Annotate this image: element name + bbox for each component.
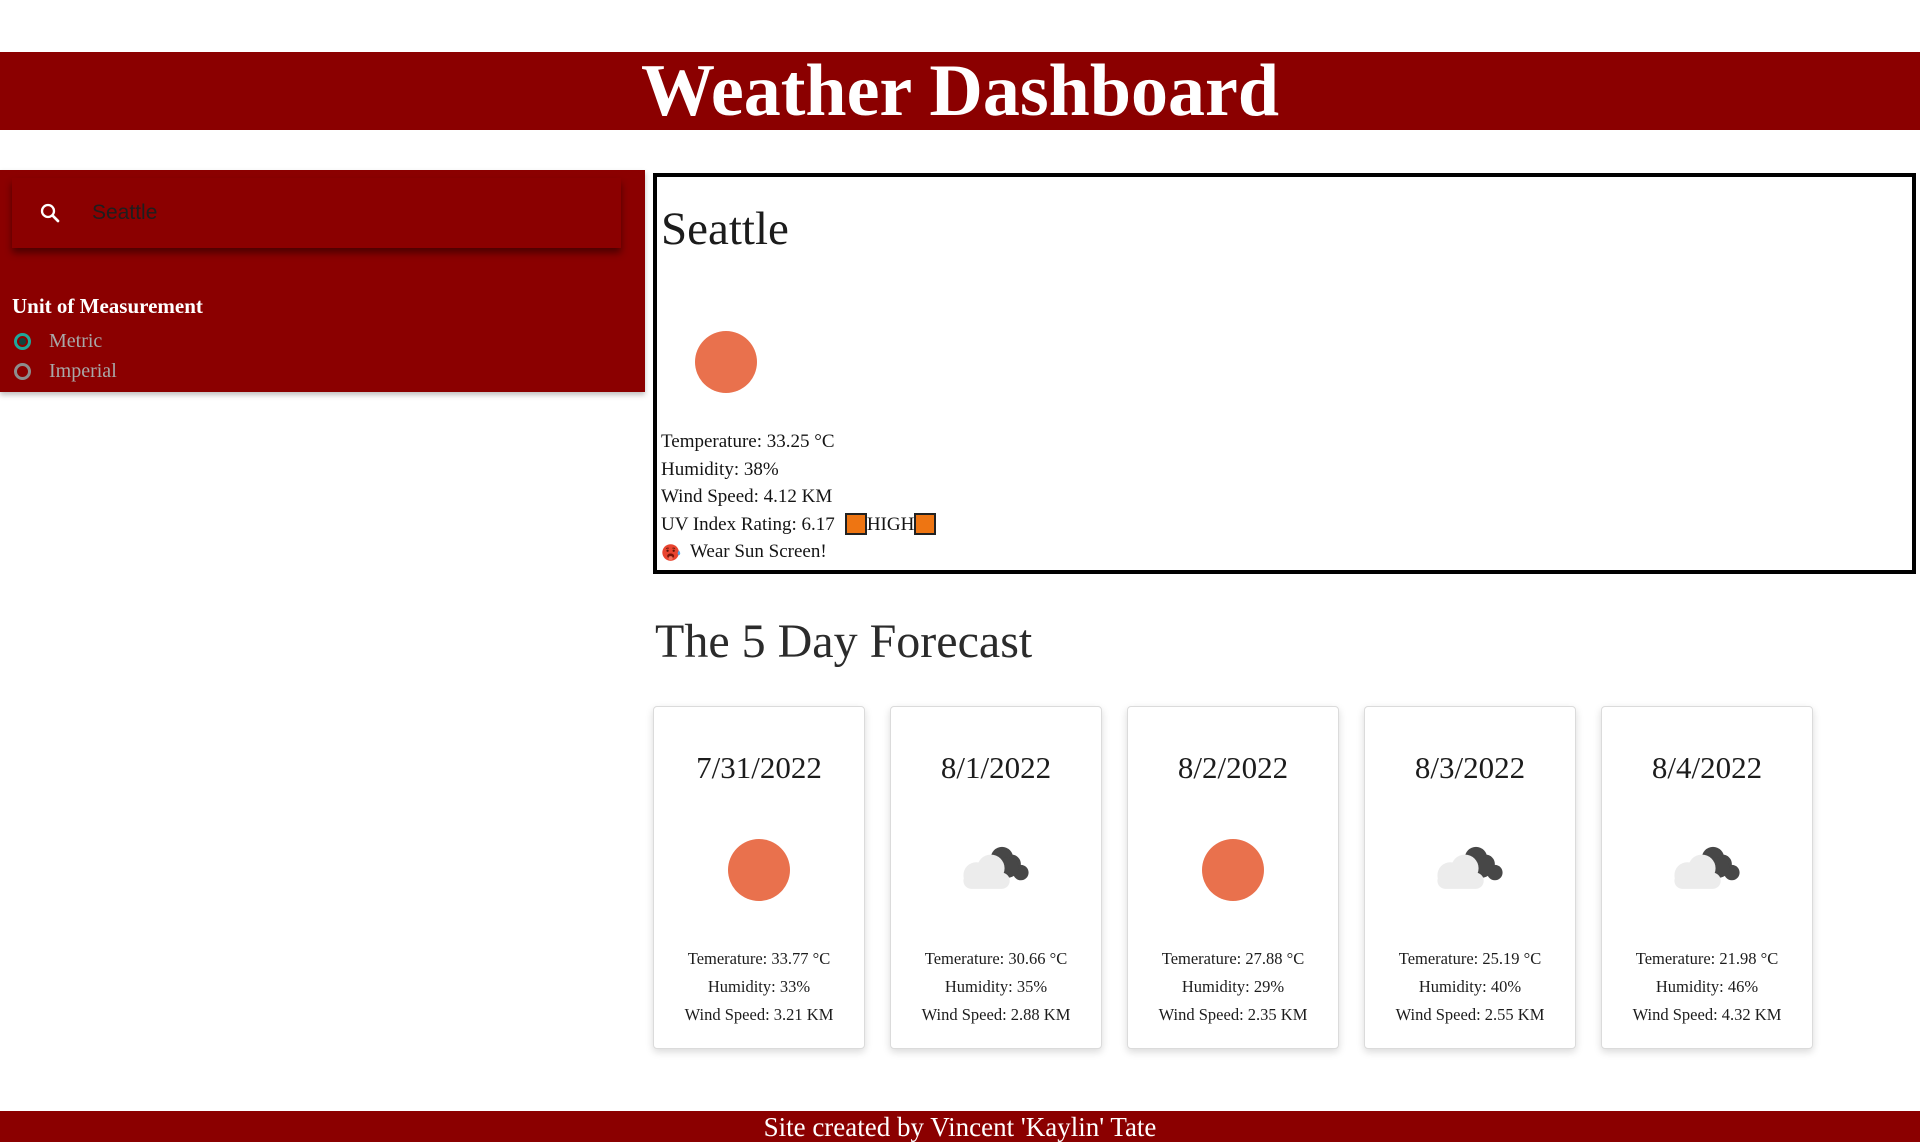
city-search-input[interactable] <box>92 201 532 225</box>
forecast-icon-slot <box>1128 839 1338 901</box>
forecast-humidity: Humidity: 33% <box>707 977 811 997</box>
forecast-wind-speed: Wind Speed: 4.32 KM <box>1632 1005 1782 1025</box>
page-title: Weather Dashboard <box>641 50 1279 132</box>
humidity-stat: Humidity: 38% <box>661 458 779 480</box>
search-icon <box>38 201 62 225</box>
main-content <box>653 173 1916 1049</box>
forecast-card <box>890 706 1102 1049</box>
forecast-wind-speed: Wind Speed: 2.88 KM <box>921 1005 1071 1025</box>
unit-radio-option[interactable] <box>14 356 117 386</box>
uv-index-stat <box>661 511 1912 539</box>
unit-radio-option[interactable] <box>14 326 117 356</box>
radio-option-label: Imperial <box>49 359 117 382</box>
sunscreen-advice <box>661 538 1912 566</box>
forecast-icon-slot <box>891 839 1101 901</box>
sidebar <box>0 170 645 392</box>
forecast-cards-row <box>653 706 1916 1049</box>
footer <box>0 1111 1920 1142</box>
radio-button-icon[interactable] <box>14 333 31 350</box>
forecast-date: 8/2/2022 <box>1177 750 1289 786</box>
uv-index-label: UV Index Rating: 6.17 <box>661 513 835 535</box>
search-box[interactable] <box>12 178 621 248</box>
forecast-humidity: Humidity: 40% <box>1418 977 1522 997</box>
forecast-date: 7/31/2022 <box>696 750 822 786</box>
wind-speed-stat: Wind Speed: 4.12 KM <box>661 486 833 508</box>
unit-of-measurement-label: Unit of Measurement <box>12 294 203 318</box>
forecast-stats <box>1128 945 1338 1029</box>
forecast-temperature: Temerature: 21.98 °C <box>1635 949 1779 969</box>
uv-high-square-icon <box>914 513 936 535</box>
forecast-wind-speed: Wind Speed: 2.55 KM <box>1395 1005 1545 1025</box>
forecast-wind-speed: Wind Speed: 3.21 KM <box>684 1005 834 1025</box>
forecast-date: 8/4/2022 <box>1651 750 1763 786</box>
clouds-icon <box>953 840 1039 900</box>
current-weather-stats <box>661 428 1912 566</box>
forecast-temperature: Temerature: 27.88 °C <box>1161 949 1305 969</box>
forecast-card <box>1601 706 1813 1049</box>
sun-icon <box>728 839 790 901</box>
forecast-card <box>1127 706 1339 1049</box>
forecast-stats <box>891 945 1101 1029</box>
unit-radio-group <box>14 326 117 386</box>
forecast-temperature: Temerature: 33.77 °C <box>687 949 831 969</box>
forecast-wind-speed: Wind Speed: 2.35 KM <box>1158 1005 1308 1025</box>
forecast-date: 8/3/2022 <box>1414 750 1526 786</box>
forecast-icon-slot <box>1365 839 1575 901</box>
clouds-icon <box>1427 840 1513 900</box>
sun-icon <box>695 331 757 393</box>
forecast-stats <box>1602 945 1812 1029</box>
uv-level-badge: HIGH <box>866 513 915 535</box>
sun-icon <box>1202 839 1264 901</box>
temperature-stat: Temperature: 33.25 °C <box>661 431 835 453</box>
forecast-stats <box>654 945 864 1029</box>
current-weather-panel <box>653 173 1916 574</box>
forecast-icon-slot <box>654 839 864 901</box>
forecast-humidity: Humidity: 35% <box>944 977 1048 997</box>
forecast-temperature: Temerature: 30.66 °C <box>924 949 1068 969</box>
forecast-humidity: Humidity: 29% <box>1181 977 1285 997</box>
radio-option-label: Metric <box>49 329 103 352</box>
forecast-card <box>1364 706 1576 1049</box>
uv-high-square-icon <box>845 513 867 535</box>
forecast-icon-slot <box>1602 839 1812 901</box>
forecast-humidity: Humidity: 46% <box>1655 977 1759 997</box>
app-header <box>0 52 1920 130</box>
forecast-card <box>653 706 865 1049</box>
forecast-stats <box>1365 945 1575 1029</box>
advice-text: Wear Sun Screen! <box>690 541 827 563</box>
hot-face-emoji-icon <box>661 542 682 563</box>
city-title: Seattle <box>661 203 789 255</box>
forecast-date: 8/1/2022 <box>940 750 1052 786</box>
radio-button-icon[interactable] <box>14 363 31 380</box>
clouds-icon <box>1664 840 1750 900</box>
forecast-temperature: Temerature: 25.19 °C <box>1398 949 1542 969</box>
footer-credit: Site created by Vincent 'Kaylin' Tate <box>763 1112 1157 1142</box>
forecast-heading: The 5 Day Forecast <box>655 615 1033 668</box>
